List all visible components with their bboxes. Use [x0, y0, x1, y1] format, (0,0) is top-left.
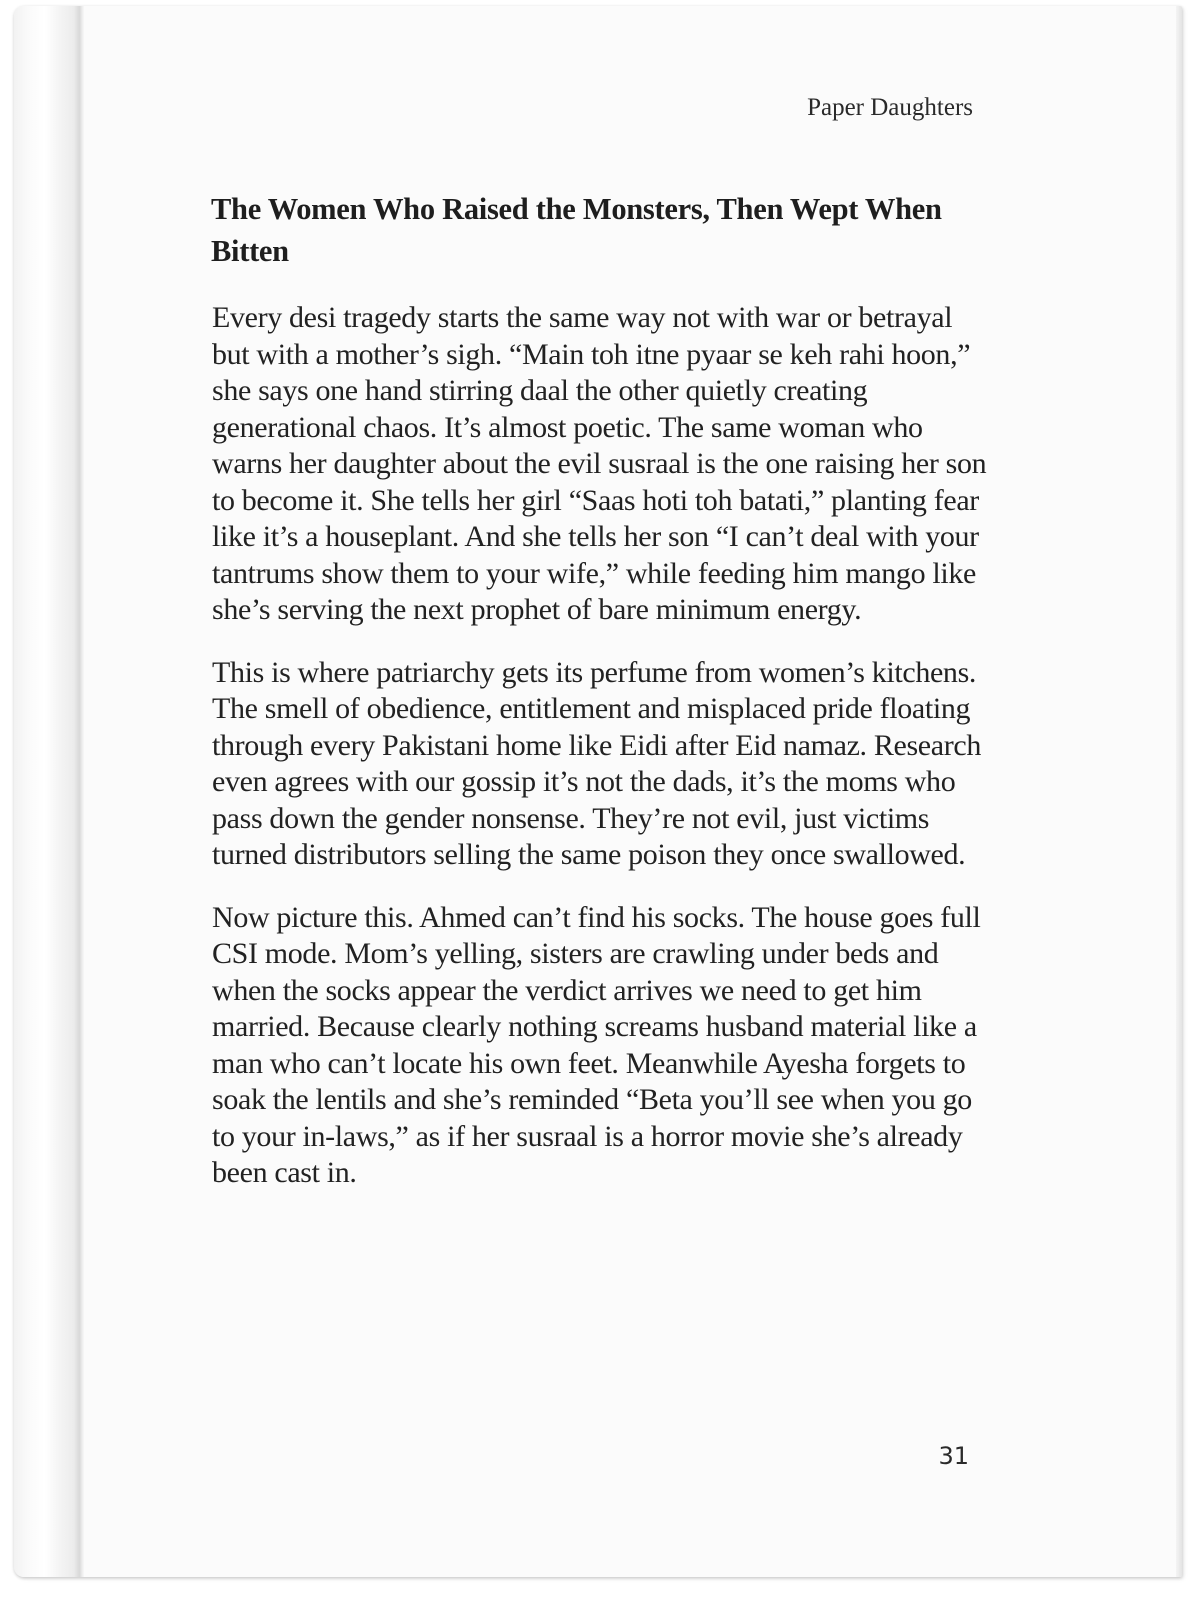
- book-page-mockup: [14, 6, 1182, 1577]
- body-text: [212, 300, 992, 1218]
- running-head: Paper Daughters: [807, 94, 973, 121]
- chapter-title: The Women Who Raised the Monsters, Then Wept When Bitten: [211, 192, 942, 268]
- paragraph: Now picture this. Ahmed can’t find his socks. The house goes full CSI mode. Mom’s yelling, sisters are crawling under beds and when the socks appear the verdict arrives we need to get him married. Because clearly nothing screams husband material like a man who can’t locate his own feet. Meanwhile Ayesha forgets to soak the lentils and she’s reminded “Beta you’ll see when you go to your in-laws,” as if her susraal is a horror movie she’s already been cast in.: [212, 900, 981, 1189]
- paragraph: Every desi tragedy starts the same way not with war or betrayal but with a mother’s sigh. “Main toh itne pyaar se keh rahi hoon,” she says one hand stirring daal the other quietly creating generational chaos. It’s almost poetic. The same woman who warns her daughter about the evil susraal is the one raising her son to become it. She tells her girl “Saas hoti toh batati,” planting fear like it’s a houseplant. And she tells her son “I can’t deal with your tantrums show them to your wife,” while feeding him mango like she’s serving the next prophet of bare minimum energy.: [212, 301, 987, 626]
- page: [14, 6, 1182, 1577]
- page-number: 31: [938, 1442, 969, 1470]
- paragraph: This is where patriarchy gets its perfume from women’s kitchens. The smell of obedience, entitlement and misplaced pride floating through every Pakistani home like Eidi after Eid namaz. Research even agrees with our gossip it’s not the dads, it’s the moms who pass down the gender nonsense. They’re not evil, just victims turned distributors selling the same poison they once swallowed.: [212, 655, 981, 871]
